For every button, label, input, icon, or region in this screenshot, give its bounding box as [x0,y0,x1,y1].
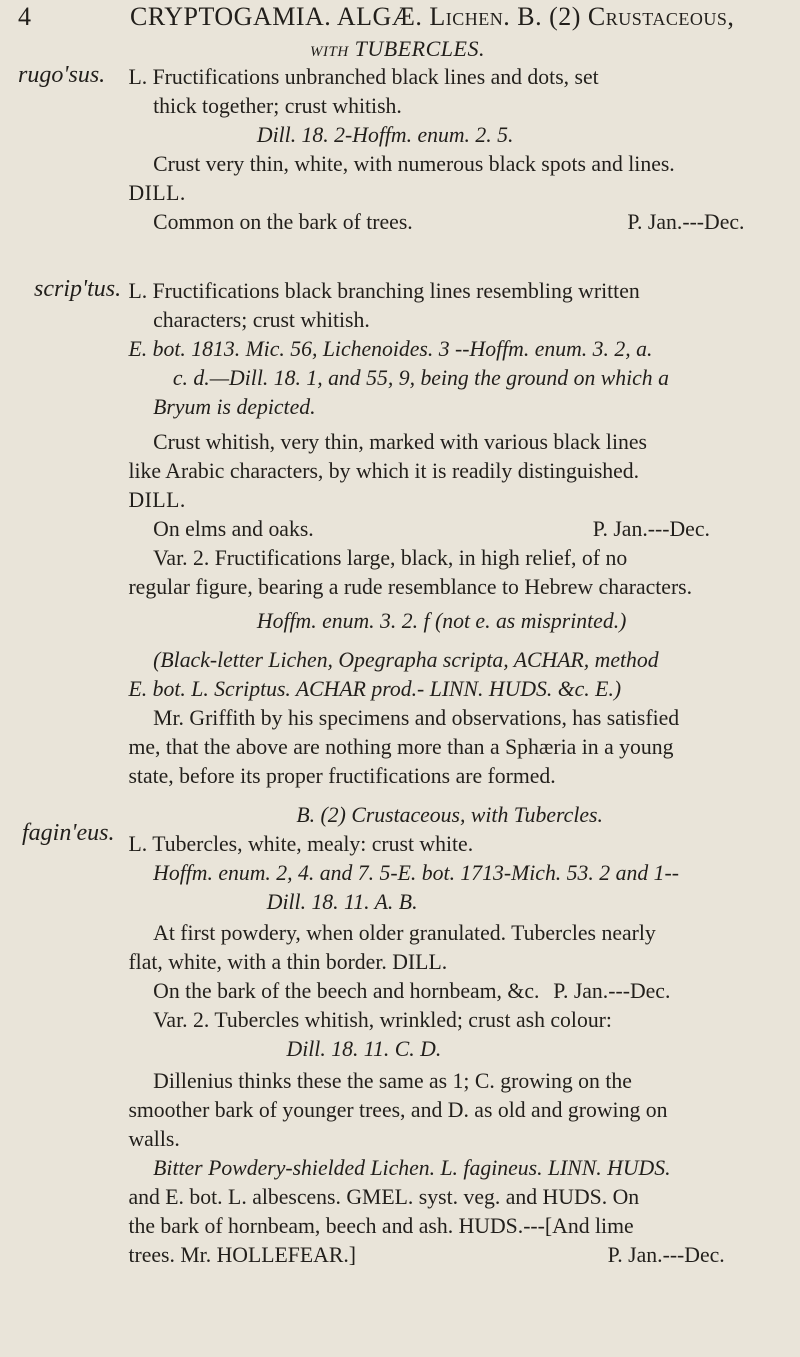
text-line: regular figure, bearing a rude resemblance to Hebrew characters. [128,574,693,599]
text-line: DILL. [128,180,186,205]
text-line: trees. Mr. HOLLEFEAR.] [128,1242,357,1267]
text-line: P. Jan.---Dec. [592,516,710,541]
text-line: (Black-letter Lichen, Opegrapha scripta, ACHAR, method [153,647,659,672]
text-line: Hoffm. enum. 2, 4. and 7. 5-E. bot. 1713-Mich. 53. 2 and 1-- [153,860,679,885]
text-line: Crust very thin, white, with numerous black spots and lines. [153,151,675,176]
text-line: me, that the above are nothing more than a Sphæria in a young [128,734,674,759]
text-line: L. Tubercles, white, mealy: crust white. [128,831,474,856]
text-line: the bark of hornbeam, beech and ash. HUDS.---[And lime [128,1213,634,1238]
text-line: L. Fructifications black branching lines resembling written [128,278,640,303]
text-line: DILL. [128,487,186,512]
text-line: E. bot. L. Scriptus. ACHAR prod.- LINN. HUDS. &c. E.) [128,676,622,701]
text-line: thick together; crust whitish. [153,93,402,118]
text-line: On elms and oaks. [153,516,314,541]
section-heading: B. (2) Crustaceous, with Tubercles. [296,802,603,827]
text-line: flat, white, with a thin border. DILL. [128,949,448,974]
text-line: like Arabic characters, by which it is readily distinguished. [128,458,640,483]
text-line: L. Fructifications unbranched black lines and dots, set [128,64,599,89]
text-line: Var. 2. Tubercles whitish, wrinkled; crust ash colour: [153,1007,612,1032]
text-line: P. Jan.---Dec. [553,978,671,1003]
text-line: E. bot. 1813. Mic. 56, Lichenoides. 3 --Hoffm. enum. 3. 2, a. [128,336,653,361]
text-line: At first powdery, when older granulated. Tubercles nearly [153,920,656,945]
text-line: Bryum is depicted. [153,394,316,419]
text-line: and E. bot. L. albescens. GMEL. syst. veg. and HUDS. On [128,1184,640,1209]
text-line: Dillenius thinks these the same as 1; C. growing on the [153,1068,632,1093]
text-line: Dill. 18. 11. C. D. [286,1036,442,1061]
running-title: CRYPTOGAMIA. ALGÆ. Lichen. B. (2) Crustaceous, [130,2,735,31]
text-line: P. Jan.---Dec. [627,209,745,234]
text-line: Mr. Griffith by his specimens and observations, has satisfied [153,705,680,730]
text-line: state, before its proper fructifications are formed. [128,763,556,788]
text-line: Bitter Powdery-shielded Lichen. L. fagineus. LINN. HUDS. [153,1155,671,1180]
text-line: smoother bark of younger trees, and D. as old and growing on [128,1097,668,1122]
text-line: P. Jan.---Dec. [607,1242,725,1267]
margin-note-rugosus: rugo'sus. [18,62,106,88]
margin-note-fagineus: fagin'eus. [22,820,115,846]
page-number: 4 [18,2,31,31]
text-line: characters; crust whitish. [153,307,370,332]
text-line: Dill. 18. 2-Hoffm. enum. 2. 5. [256,122,514,147]
text-line: walls. [128,1126,180,1151]
text-line: Var. 2. Fructifications large, black, in high relief, of no [153,545,628,570]
text-line: Common on the bark of trees. [153,209,413,234]
text-line: On the bark of the beech and hornbeam, &c. [153,978,540,1003]
margin-note-scriptus: scrip'tus. [34,276,122,302]
text-line: Hoffm. enum. 3. 2. f (not e. as misprinted.) [256,608,627,633]
text-line: Crust whitish, very thin, marked with various black lines [153,429,647,454]
running-subtitle: with TUBERCLES. [310,36,485,61]
text-line: Dill. 18. 11. A. B. [266,889,418,914]
text-line: c. d.—Dill. 18. 1, and 55, 9, being the ground on which a [172,365,669,390]
